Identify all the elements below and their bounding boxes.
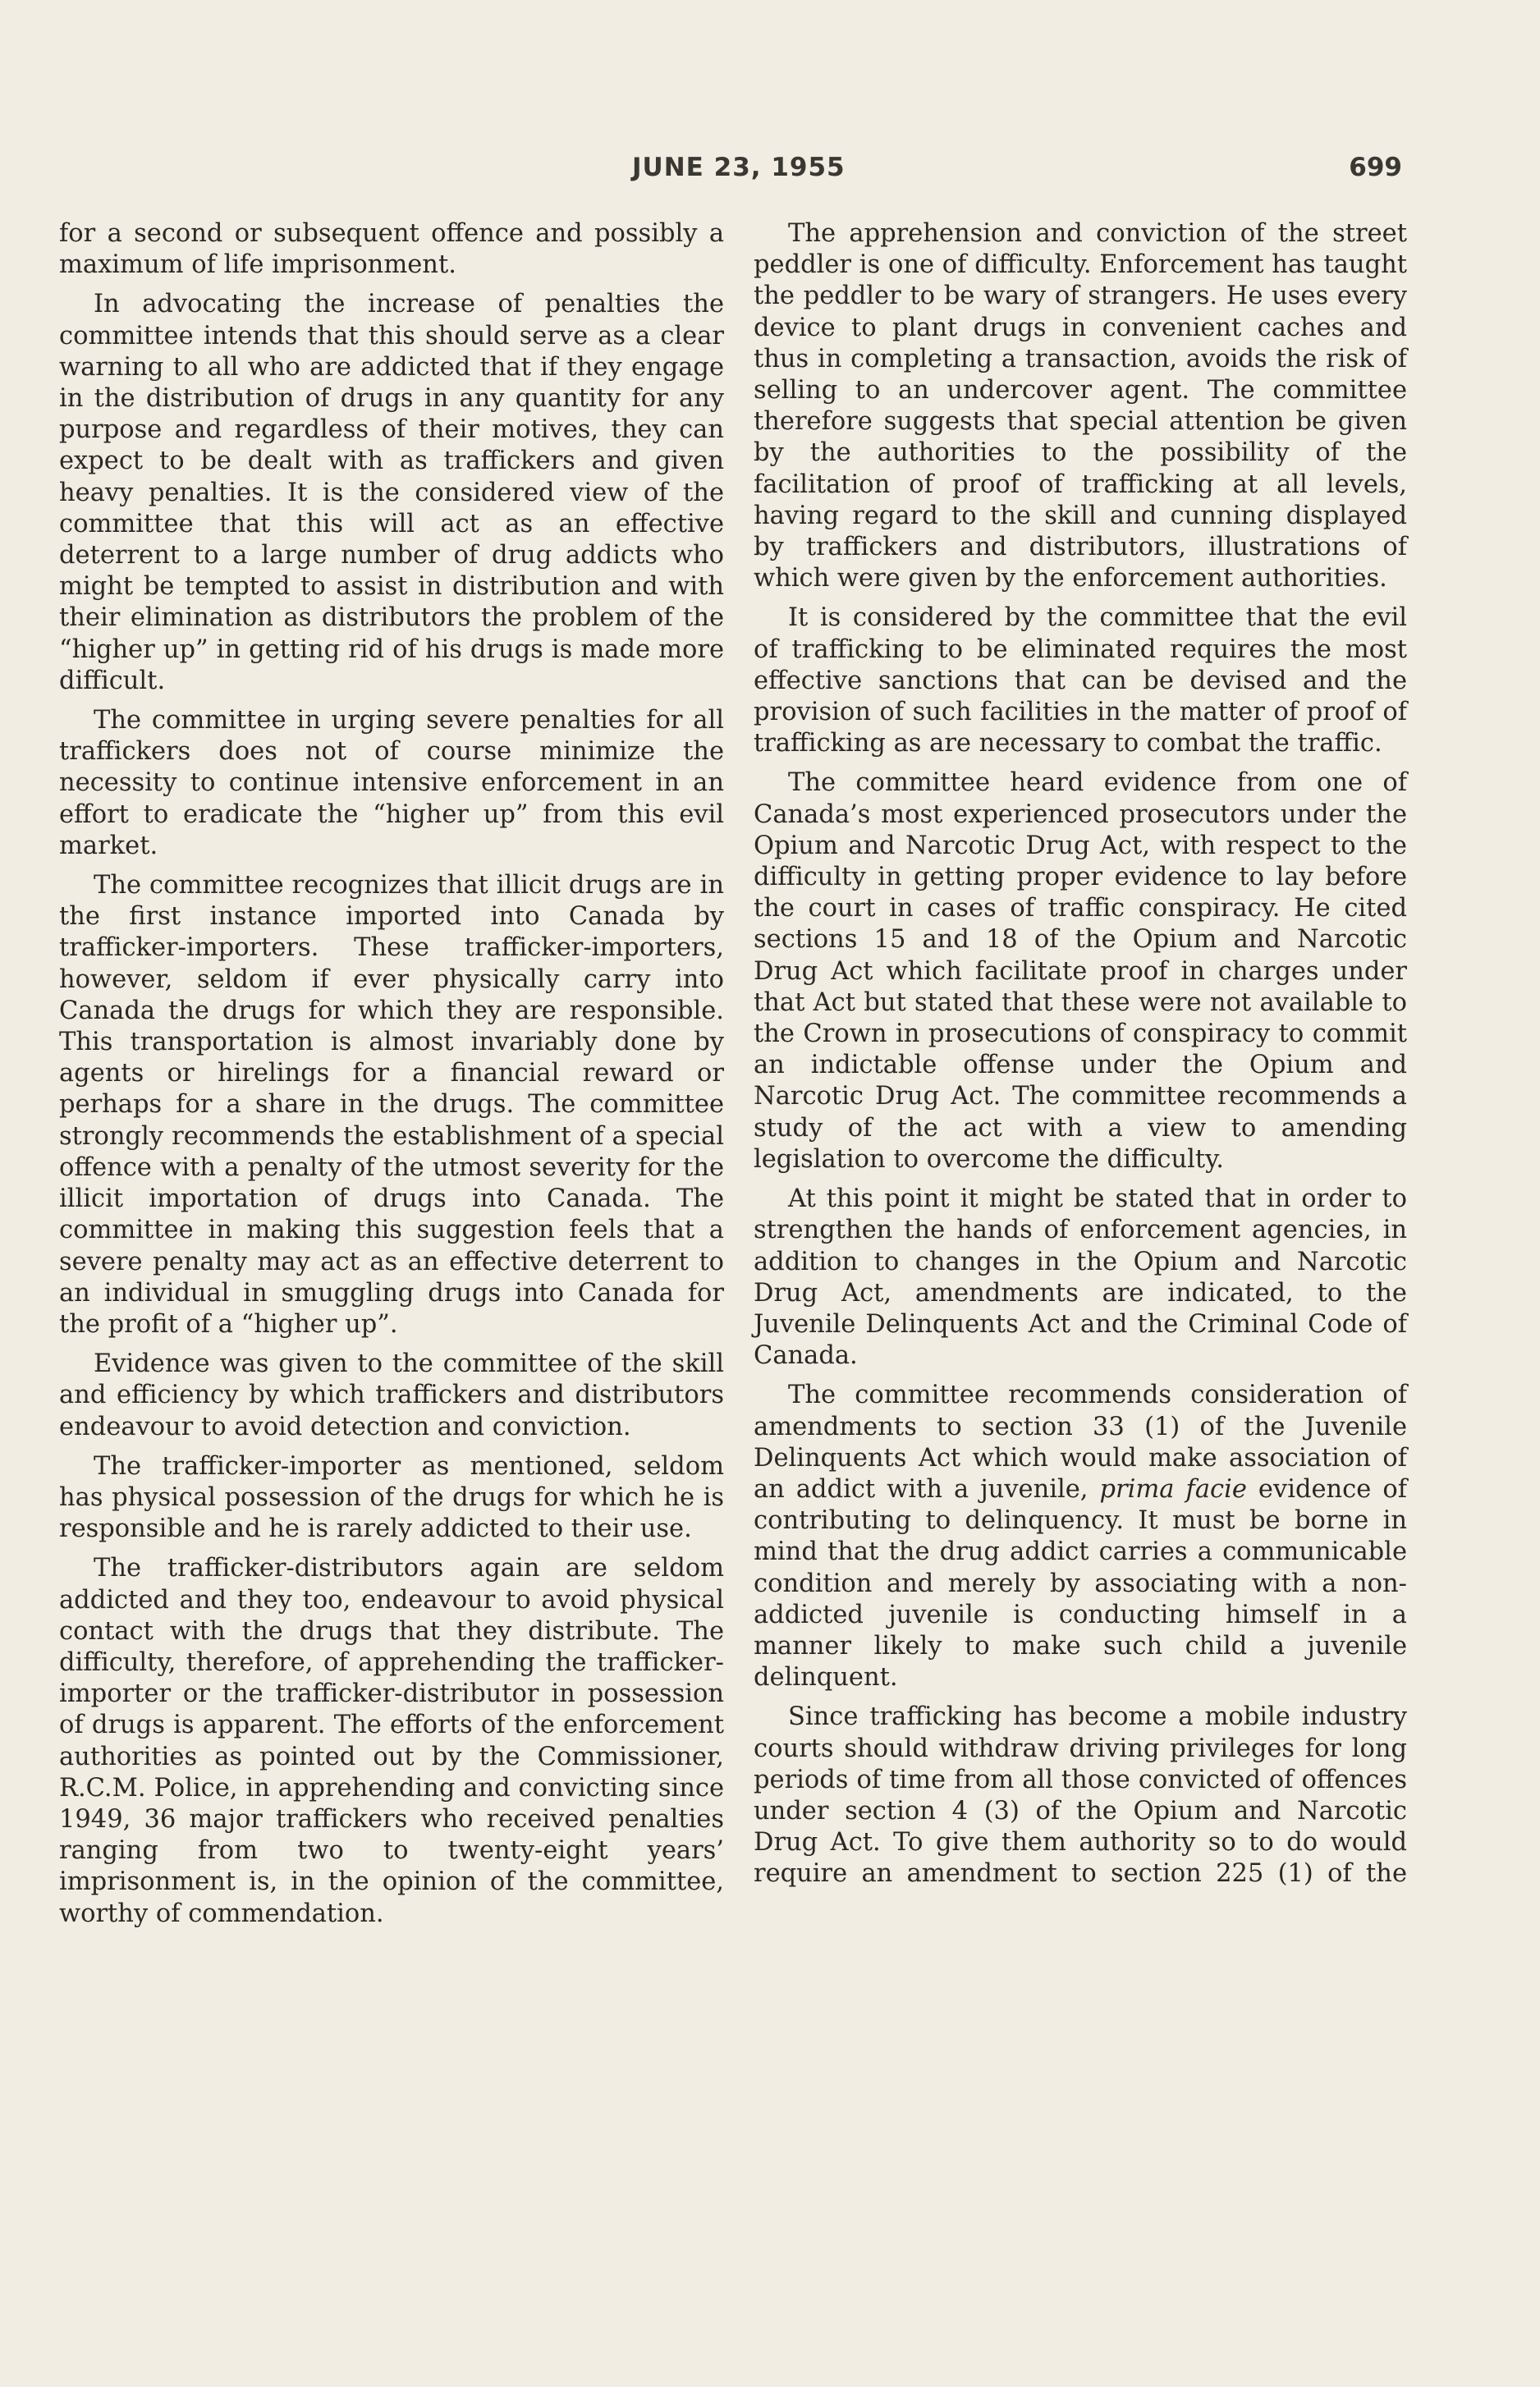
paragraph: At this point it might be stated that in order to strengthen the hands of enforcement agencies, in addition to changes in the Opium and Narcotic Drug Act, amendments are indicated, to the Juvenile Delinquents Act and the Criminal Code of Canada. (754, 1184, 1407, 1371)
paragraph: Evidence was given to the committee of the skill and efficiency by which traffickers and distributors endeavour to avoid detection and conviction. (59, 1349, 724, 1441)
italic-term: prima facie (1099, 1474, 1247, 1504)
paragraph (754, 1380, 1407, 1693)
page-number: 699 (1349, 153, 1402, 182)
right-column (754, 218, 1407, 1899)
paragraph: The apprehension and conviction of the street peddler is one of difficulty. Enforcement has taught the peddler to be wary of strangers. He uses every device to plant drugs in convenient caches and thus in completing a transaction, avoids the risk of selling to an undercover agent. The committee therefore suggests that special attention be given by the authorities to the possibility of the facilitation of proof of trafficking at all levels, having regard to the skill and cunning displayed by traffickers and distributors, illustrations of which were given by the enforcement authorities. (754, 219, 1407, 593)
page-header (0, 153, 1540, 192)
paragraph: for a second or subsequent offence and possibly a maximum of life imprisonment. (59, 219, 724, 280)
paragraph: The committee heard evidence from one of Canada’s most experienced prosecutors under the Opium and Narcotic Drug Act, with respect to the difficulty in getting proper evidence to lay before the court in cases of traffic conspiracy. He cited sections 15 and 18 of the Opium and Narcotic Drug Act which facilitate proof in charges under that Act but stated that these were not available to the Crown in prosecutions of conspiracy to commit an indictable offense under the Opium and Narcotic Drug Act. The committee recommends a study of the act with a view to amending legislation to overcome the difficulty. (754, 768, 1407, 1174)
paragraph: It is considered by the committee that the evil of trafficking to be eliminated requires the most effective sanctions that can be devised and the provision of such facilities in the matter of proof of trafficking as are necessary to combat the traffic. (754, 603, 1407, 758)
paragraph: The trafficker-distributors again are seldom addicted and they too, endeavour to avoid physical contact with the drugs that they distribute. The difficulty, therefore, of apprehending the trafficker-importer or the trafficker-distributor in possession of drugs is apparent. The efforts of the enforcement authorities as pointed out by the Commissioner, R.C.M. Police, in apprehending and convicting since 1949, 36 major traffickers who received penalties ranging from two to twenty-eight years’ imprisonment is, in the opinion of the committee, worthy of commendation. (59, 1554, 724, 1928)
paragraph: Since trafficking has become a mobile industry courts should withdraw driving privileges for long periods of time from all those convicted of offences under section 4 (3) of the Opium and Narcotic Drug Act. To give them authority so to do would require an amendment to section 225 (1) of the (754, 1702, 1407, 1889)
paragraph: The committee recognizes that illicit drugs are in the first instance imported into Canada by trafficker-importers. These trafficker-importers, however, seldom if ever physically carry into Canada the drugs for which they are responsible. This transportation is almost invariably done by agents or hirelings for a financial reward or perhaps for a share in the drugs. The committee strongly recommends the establishment of a special offence with a penalty of the utmost severity for the illicit importation of drugs into Canada. The committee in making this suggestion feels that a severe penalty may act as an effective deterrent to an individual in smuggling drugs into Canada for the profit of a “higher up”. (59, 871, 724, 1339)
paragraph: The committee in urging severe penalties for all traffickers does not of course minimize the necessity to continue intensive enforcement in an effort to eradicate the “higher up” from this evil market. (59, 706, 724, 860)
paragraph: In advocating the increase of penalties the committee intends that this should serve as a clear warning to all who are addicted that if they engage in the distribution of drugs in any quantity for any purpose and regardless of their motives, they can expect to be dealt with as traffickers and given heavy penalties. It is the considered view of the committee that this will act as an effective deterrent to a large number of drug addicts who might be tempted to assist in distribution and with their elimination as distributors the problem of the “higher up” in getting rid of his drugs is made more difficult. (59, 290, 724, 695)
paragraph: The trafficker-importer as mentioned, seldom has physical possession of the drugs for which he is responsible and he is rarely addicted to their use. (59, 1451, 724, 1544)
paragraph-text: The committee recommends consideration of amendments to section 33 (1) of the Juvenile Delinquents Act which would make association of an addict with a juvenile, (754, 1381, 1407, 1504)
page-date: JUNE 23, 1955 (632, 153, 846, 182)
left-column (59, 218, 724, 1938)
paragraph-text: evidence of contributing to delinquency. It must be borne in mind that the drug addict carries a communicable condition and merely by associating with a non-addicted juvenile is conducting himself in a manner likely to make such child a juvenile delinquent. (754, 1474, 1407, 1693)
